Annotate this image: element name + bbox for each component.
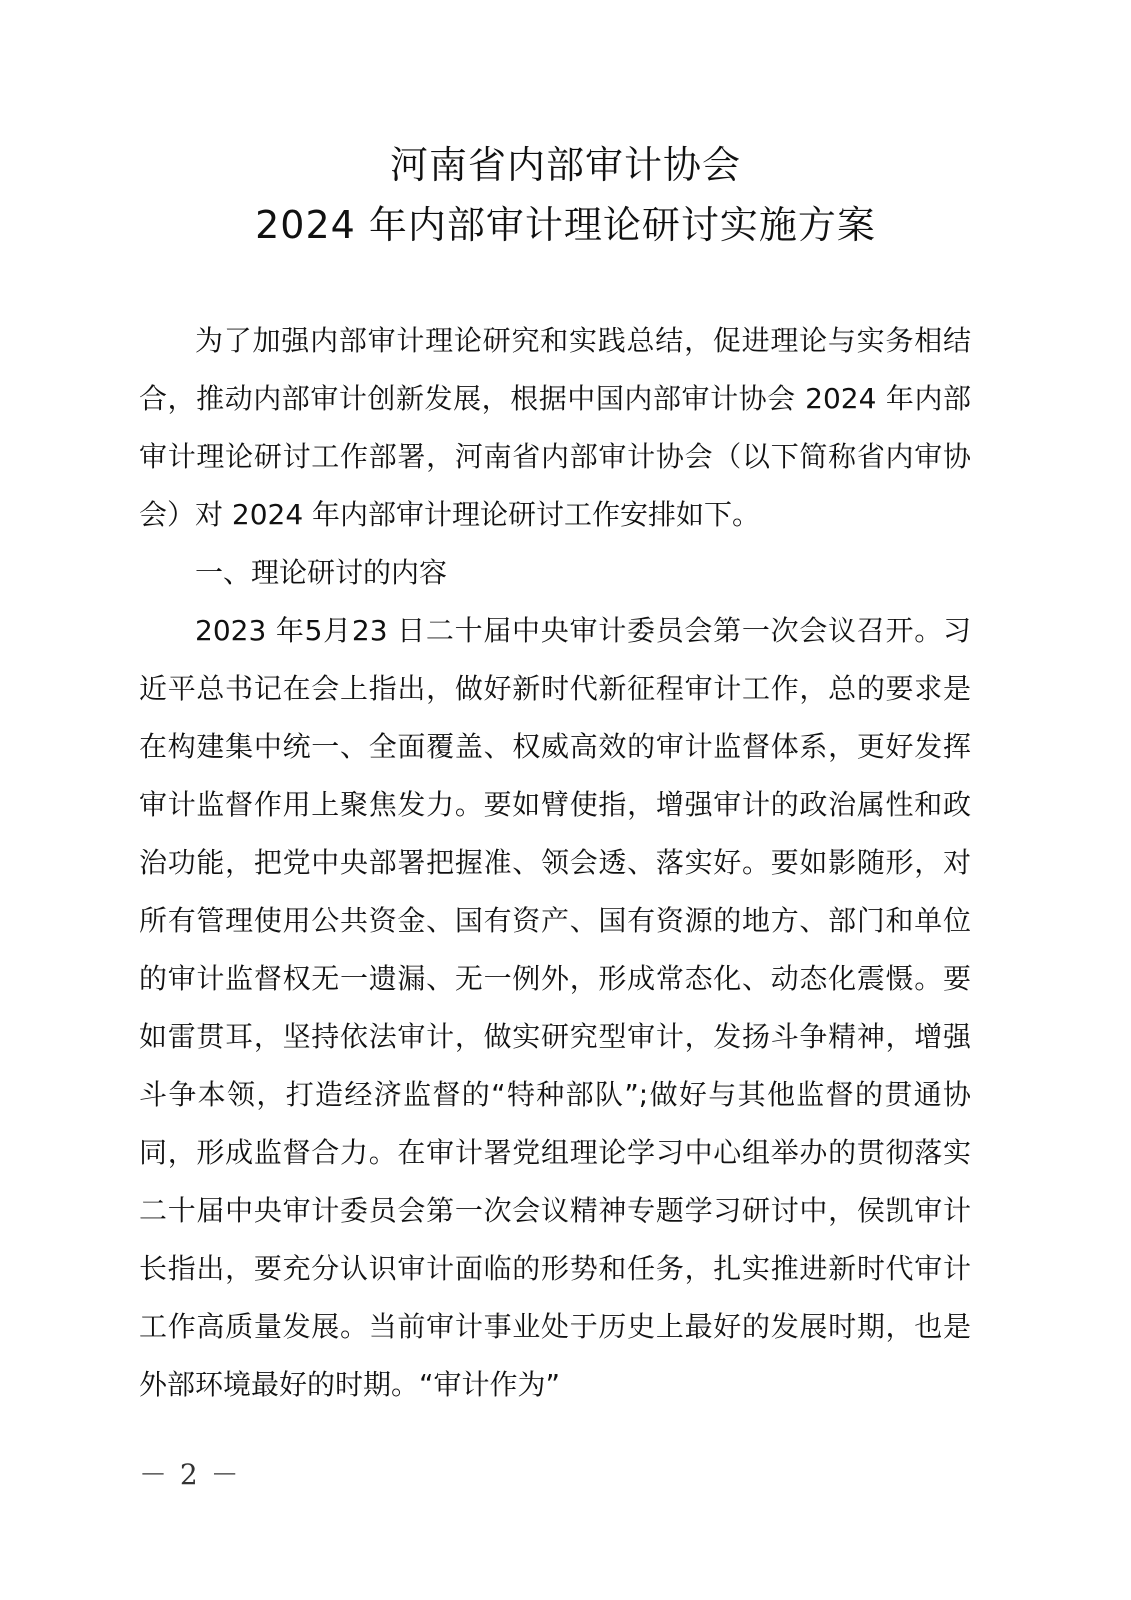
page-number: － 2 － <box>139 1458 241 1491</box>
paragraph-intro: 为了加强内部审计理论研究和实践总结，促进理论与实务相结合，推动内部审计创新发展，根据中国内部审计协会 2024 年内部审计理论研讨工作部署，河南省内部审计协会（以下简称省内审协会）对 2024 年内部审计理论研讨工作安排如下。 <box>139 324 971 531</box>
paragraph-content: 2023 年5月23 日二十届中央审计委员会第一次会议召开。习近平总书记在会上指出，做好新时代新征程审计工作，总的要求是在构建集中统一、全面覆盖、权威高效的审计监督体系，更好发挥审计监督作用上聚焦发力。要如臂使指，增强审计的政治属性和政治功能，把党中央部署把握准、领会透、落实好。要如影随形，对所有管理使用公共资金、国有资产、国有资源的地方、部门和单位的审计监督权无一遗漏、无一例外，形成常态化、动态化震慑。要如雷贯耳，坚持依法审计，做实研究型审计，发扬斗争精神，增强斗争本领，打造经济监督的“特种部队”;做好与其他监督的贯通协同，形成监督合力。在审计署党组理论学习中心组举办的贯彻落实二十届中央审计委员会第一次会议精神专题学习研讨中，侯凯审计长指出，要充分认识审计面临的形势和任务，扎实推进新时代审计工作高质量发展。当前审计事业处于历史上最好的发展时期，也是外部环境最好的时期。“审计作为” <box>139 614 971 1401</box>
document-title-line1: 河南省内部审计协会 <box>389 143 741 187</box>
section-heading-1: 一、理论研讨的内容 <box>195 556 448 589</box>
document-title-line2: 2024 年内部审计理论研讨实施方案 <box>255 203 876 247</box>
document-body <box>139 312 971 1414</box>
